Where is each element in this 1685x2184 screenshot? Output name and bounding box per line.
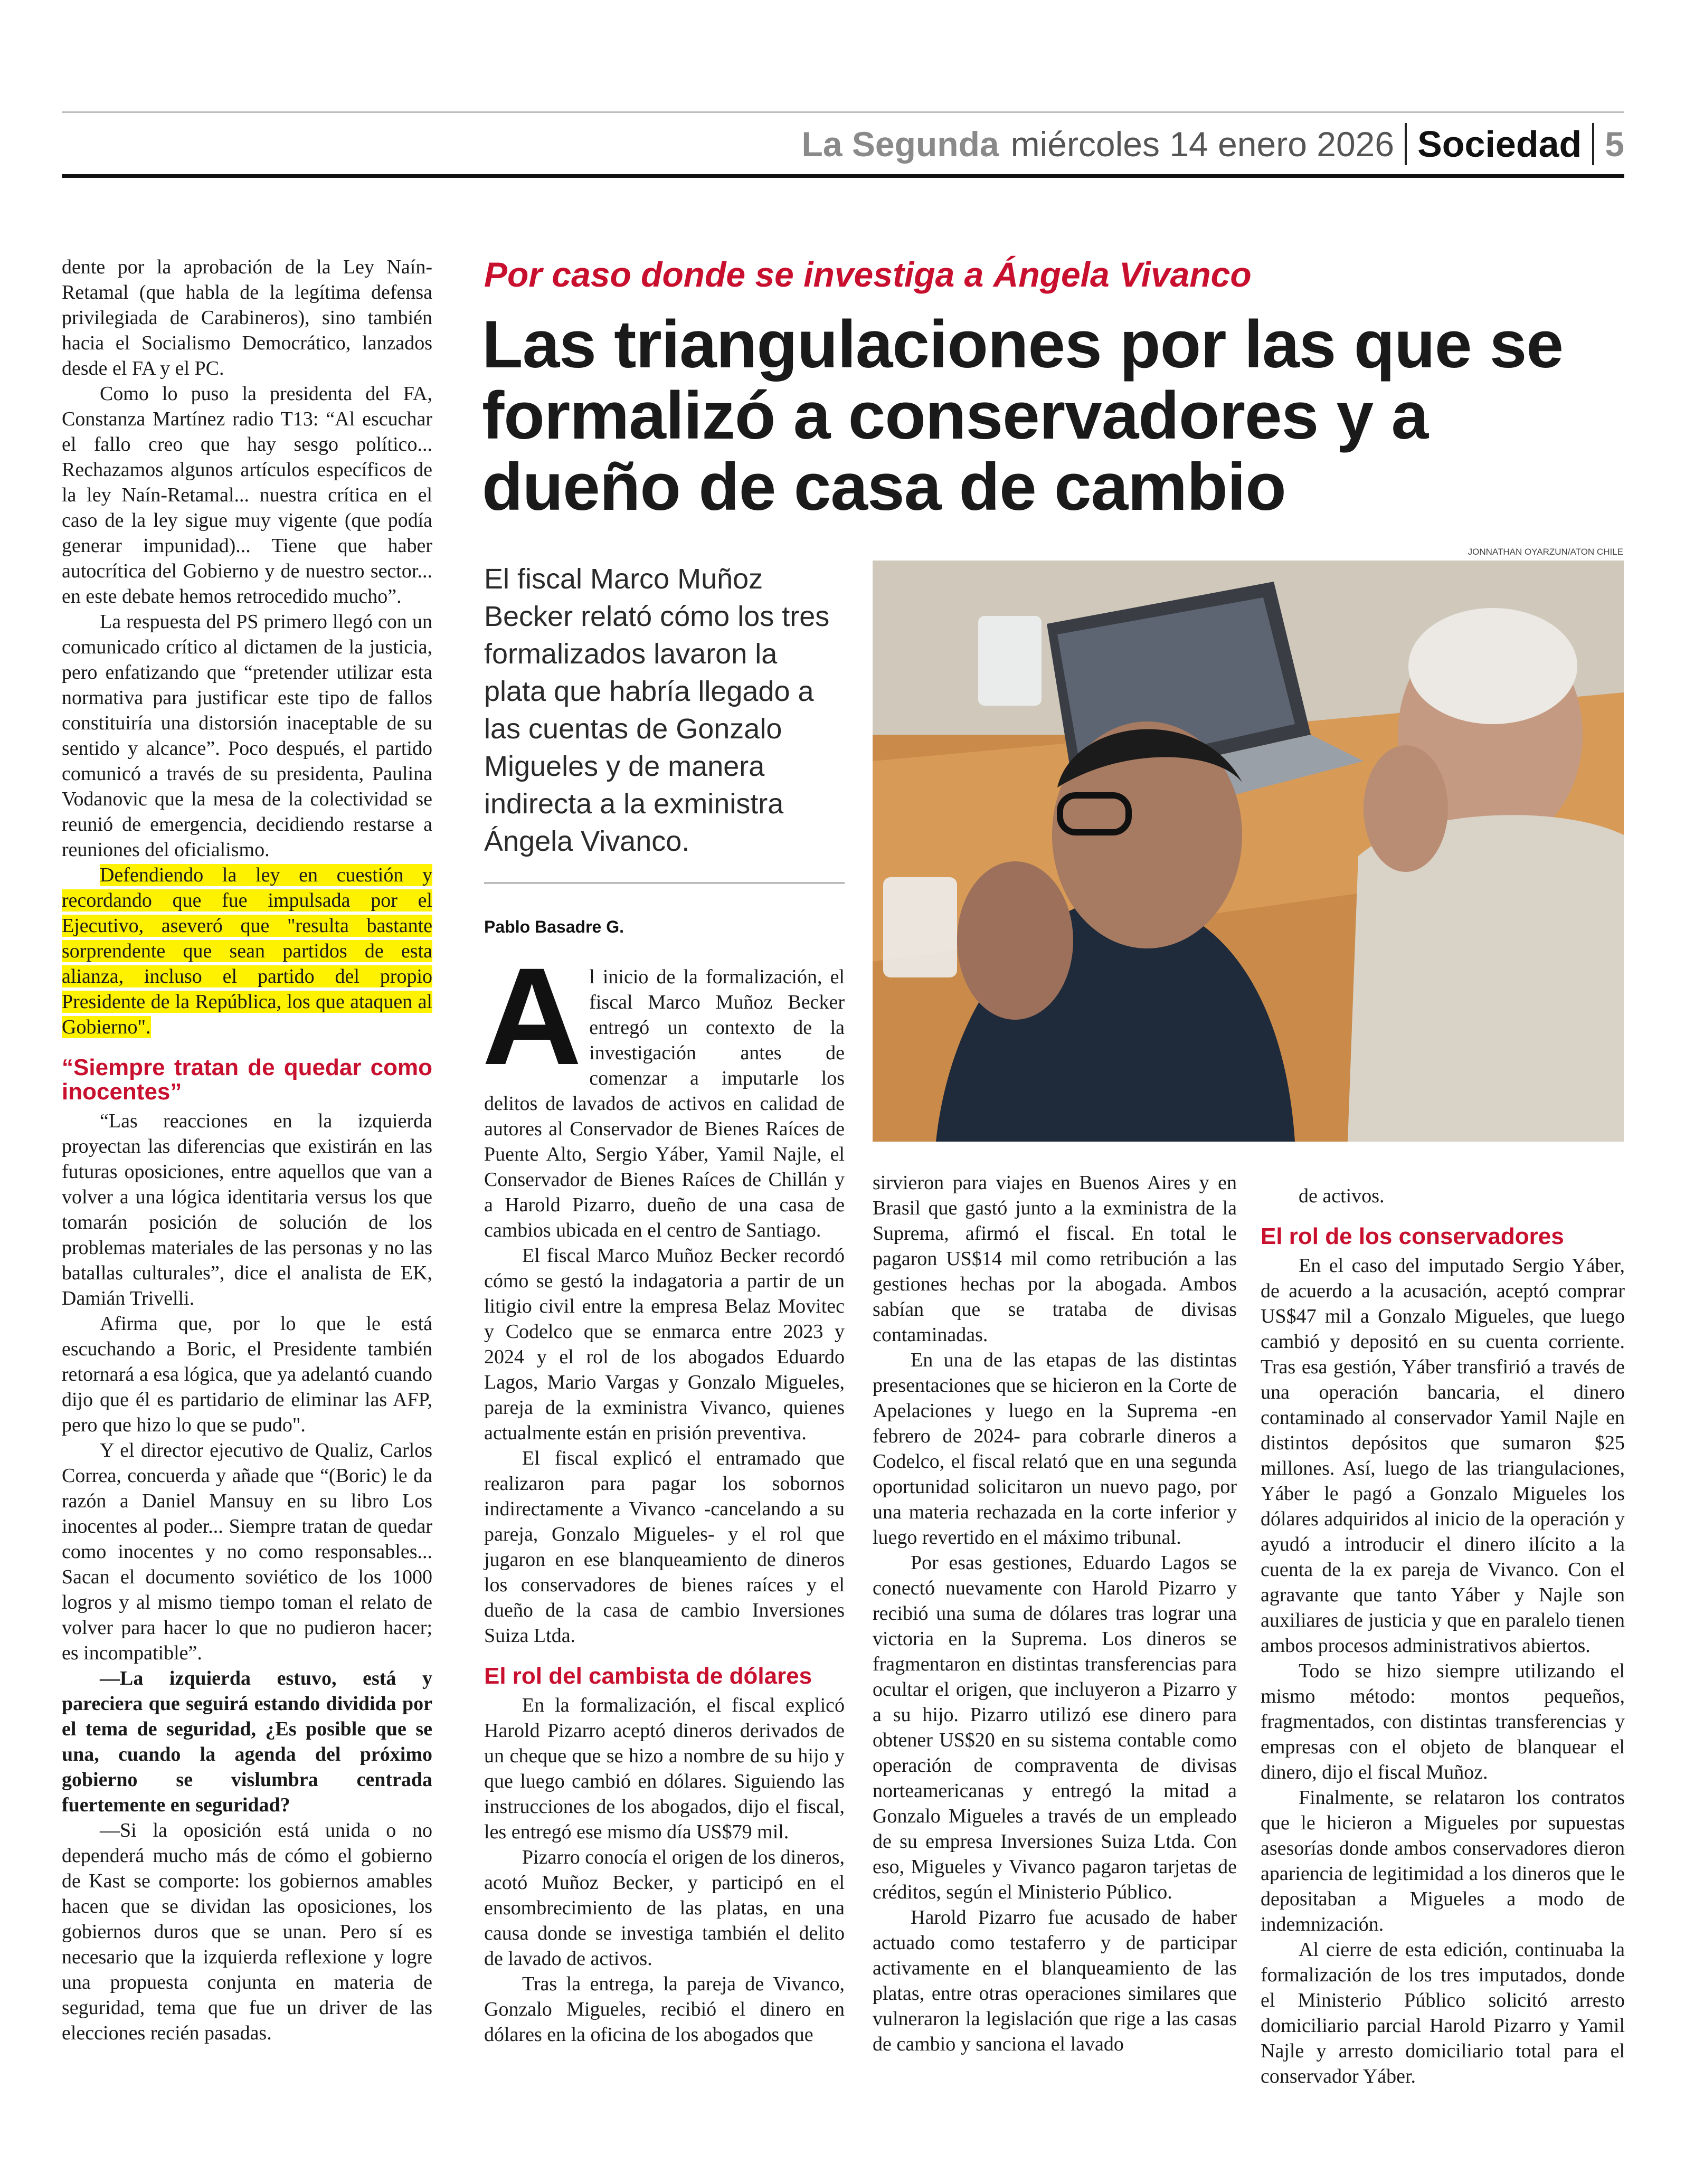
subhead-cambista: El rol del cambista de dólares [484, 1663, 812, 1689]
lead-continuation: de activos. [1299, 1185, 1385, 1207]
paragraph: Como lo puso la presidenta del FA, Constanza Martínez radio T13: “Al escuchar el fallo creo que hay sesgo político... Rechazamos algunos artículos específicos de la ley Naín-Retamal... nuestra crítica en el caso de la ley sigue muy vigente (que podía generar impunidad)... Tiene que haber autocrítica del Gobierno y de nuestro sector... en este debate hemos retrocedido mucho”. [62, 383, 432, 607]
left-column [62, 254, 432, 2046]
drop-cap: A [482, 939, 582, 1094]
page-number: 5 [1605, 125, 1624, 164]
lead-paragraph [482, 939, 845, 1243]
article-column-1 [482, 939, 845, 2047]
paragraph: Todo se hizo siempre utilizando el mismo método: montos pequeños, fragmentados, con distintas transferencias y empresas con el objeto de blanquear el dinero, dijo el fiscal Muñoz. [1261, 1660, 1625, 1783]
deck-rule [484, 882, 845, 884]
publication-name: La Segunda [801, 125, 999, 164]
paragraph: “Las reacciones en la izquierda proyectan las diferencias que existirán en las futuras oposiciones, entre aquellos que van a volver a una lógica identitaria versus los que tomarán posición de solución de los problemas materiales de las personas y no las batallas culturales”, dice el analista de EK, Damián Trivelli. [62, 1110, 432, 1309]
paragraph: Finalmente, se relataron los contratos que le hicieron a Migueles por supuestas asesorías donde ambos conservadores dieron apariencia de legitimidad a los dineros que le depositaban a Migueles a modo de indemnización. [1261, 1787, 1625, 1935]
section-name: Sociedad [1417, 124, 1582, 165]
interview-answer: —Si la oposición está unida o no dependerá mucho más de cómo el gobierno de Kast se comporte: los gobiernos amables hacen que se dividan las oposiciones, los gobiernos duros que se unan. Pero sí es necesario que la izquierda reflexione y logre una propuesta conjunta en materia de seguridad, tema que fue un driver de las elecciones recién pasadas. [62, 1819, 432, 2044]
article-headline: Las triangulaciones por las que se formalizó a conservadores y a dueño de casa de cambio [482, 307, 1564, 524]
paragraph: Tras la entrega, la pareja de Vivanco, Gonzalo Migueles, recibió el dinero en dólares en la oficina de los abogados que [484, 1973, 845, 2046]
article-column-2 [873, 1170, 1237, 2057]
lead-text: l inicio de la formalización, el fiscal Marco Muñoz Becker entregó un contexto de la investigación antes de comenzar a imputarle los delitos de lavados de activos en calidad de autores al Conservador de Bienes Raíces de Puente Alto, Sergio Yáber, Yamil Najle, el Conservador de Bienes Raíces de Chillán y a Harold Pizarro, dueño de una casa de cambios ubicada en el centro de Santiago. [484, 966, 845, 1241]
paragraph: En el caso del imputado Sergio Yáber, de acuerdo a la acusación, aceptó comprar US$47 mil a Gonzalo Migueles, que luego cambió y depositó en su cuenta corriente. Tras esa gestión, Yáber transfirió a través de una operación bancaria, el dinero contaminado al conservador Yamil Najle en distintos depósitos que sumaron $25 millones. Así, luego de las triangulaciones, Yáber le pagó a Gonzalo Migueles los dólares adquiridos al inicio de la operación y ayudó a introducir el dinero ilícito a la cuenta de la ex pareja de Vivanco. Con el agravante que tanto Yáber y Najle son auxiliares de justicia y que en paralelo tienen ambos procesos administrativos abiertos. [1261, 1255, 1625, 1657]
header-top-rule [62, 111, 1624, 113]
paragraph: Y el director ejecutivo de Qualiz, Carlos Correa, concuerda y añade que “(Boric) le da razón a Daniel Mansuy en su libro Los inocentes al poder... Siempre tratan de quedar como inocentes y no como responsables... Sacan el documento soviético de los 1000 logros y al mismo tiempo toman el relato de volver para hacer lo que no pudieron hacer; es incompatible”. [62, 1439, 432, 1664]
header-separator [1592, 123, 1594, 165]
header-info [802, 115, 1624, 173]
paragraph: Por esas gestiones, Eduardo Lagos se conectó nuevamente con Harold Pizarro y recibió una suma de dólares tras lograr una victoria en la Suprema. Los dineros se fragmentaron en distintas transferencias para ocultar el origen, que incluyeron a Pizarro y a su hijo. Pizarro utilizó ese dinero para obtener US$20 en su sistema contable como operación de compraventa de divisas norteamericanas y entregó la mitad a Gonzalo Migueles a través de un empleado de su empresa Inversiones Suiza Ltda. Con eso, Migueles y Vivanco pagaron tarjetas de créditos, según el Ministerio Público. [873, 1552, 1237, 1903]
interview-question: —La izquierda estuvo, está y pareciera que seguirá estando dividida por el tema de seguridad, ¿Es posible que se una, cuando la agenda del próximo gobierno se vislumbra centrada fuertemente en seguridad? [62, 1667, 432, 1816]
photo-credit: JONNATHAN OYARZUN/ATON CHILE [1468, 547, 1623, 557]
article-kicker: Por caso donde se investiga a Ángela Vivanco [484, 255, 1252, 294]
highlighted-paragraph [62, 862, 432, 1040]
paragraph: En la formalización, el fiscal explicó Harold Pizarro aceptó dineros derivados de un cheque que se hizo a nombre de su hijo y que luego cambió en dólares. Siguiendo las instrucciones de los abogados, dijo el fiscal, les entregó ese mismo día US$79 mil. [484, 1694, 845, 1843]
paragraph: Pizarro conocía el origen de los dineros, acotó Muñoz Becker, y participó en el ensombrecimiento de las platas, en una causa donde se investiga también el delito de lavado de activos. [484, 1846, 845, 1970]
paragraph: sirvieron para viajes en Buenos Aires y en Brasil que gastó junto a la exministra de la Suprema, afirmó el fiscal. En total le pagaron US$14 mil como retribución a las gestiones hechas por la abogada. Ambos sabían que se trataba de divisas contaminadas. [873, 1172, 1237, 1346]
paragraph: Al cierre de esta edición, continuaba la formalización de los tres imputados, donde el Ministerio Público solicitó arresto domiciliario parcial Harold Pizarro y Yamil Najle y arresto domiciliario total para el conservador Yáber. [1261, 1939, 1625, 2087]
page-header [62, 115, 1624, 173]
subhead-conservadores: El rol de los conservadores [1261, 1223, 1564, 1249]
header-bottom-rule [62, 174, 1624, 178]
article-column-3 [1261, 1183, 1625, 2089]
paragraph: El fiscal Marco Muñoz Becker recordó cómo se gestó la indagatoria a partir de un litigio civil entre la empresa Belaz Movitec y Codelco que se enmarca entre 2023 y 2024 y el rol de los abogados Eduardo Lagos, Mario Vargas y Gonzalo Migueles, pareja de la exministra Vivanco, quienes actualmente están en prisión preventiva. [484, 1245, 845, 1444]
paragraph: Harold Pizarro fue acusado de haber actuado como testaferro y de participar activamente en el blanqueamiento de las platas, entre otras operaciones similares que vulneraron la legislación que rige a las casas de cambio y sanciona el lavado [873, 1906, 1237, 2055]
courtroom-photo-illustration [873, 561, 1624, 1142]
paragraph: La respuesta del PS primero llegó con un comunicado crítico al dictamen de la justicia, pero enfatizando que “pretender utilizar esta normativa para justificar este tipo de fallos constituiría una distorsión inaceptable de su sentido y alcance”. Poco después, el partido comunicó a través de su presidenta, Paulina Vodanovic que la mesa de la colectividad se reunió de emergencia, decidiendo restarse a reuniones del oficialismo. [62, 611, 432, 861]
header-separator [1405, 123, 1407, 165]
paragraph: dente por la aprobación de la Ley Naín-Retamal (que habla de la legítima defensa privilegiada de Carabineros), sino también hacia el Socialismo Democrático, lanzados desde el FA y el PC. [62, 256, 432, 379]
paragraph: El fiscal explicó el entramado que realizaron para pagar los sobornos indirectamente a Vivanco -cancelando a su pareja, Gonzalo Migueles- y el rol que jugaron en ese blanqueamiento de dineros los conservadores de bienes raíces y el dueño de la casa de cambio Inversiones Suiza Ltda. [484, 1447, 845, 1647]
left-subhead: “Siempre tratan de quedar como inocentes” [62, 1055, 432, 1105]
paragraph: Afirma que, por lo que le está escuchando a Boric, el Presidente también retornará a esa lógica, que ya adelantó cuando dijo que él es partidario de eliminar las AFP, pero que hizo lo que se pudo". [62, 1313, 432, 1436]
article-photo [873, 561, 1624, 1142]
article-deck: El fiscal Marco Muñoz Becker relató cómo los tres formalizados lavaron la plata que habría llegado a las cuentas de Gonzalo Migueles y de manera indirecta a la exministra Ángela Vivanco. [484, 563, 830, 857]
issue-date: miércoles 14 enero 2026 [1010, 125, 1395, 164]
byline: Pablo Basadre G. [484, 917, 624, 936]
paragraph: En una de las etapas de las distintas presentaciones que se hicieron en la Corte de Apelaciones y luego en la Suprema -en febrero de 2024- para cobrarle dineros a Codelco, el fiscal relató que en una segunda oportunidad solicitaron un nuevo pago, por una materia rechazada en la corte inferior y luego revertido en el máximo tribunal. [873, 1349, 1237, 1549]
highlighted-text: Defendiendo la ley en cuestión y recordando que fue impulsada por el Ejecutivo, aseveró que "resulta bastante sorprendente que sean partidos de esta alianza, incluso el partido del propio Presidente de la República, los que ataquen al Gobierno". [62, 864, 432, 1038]
